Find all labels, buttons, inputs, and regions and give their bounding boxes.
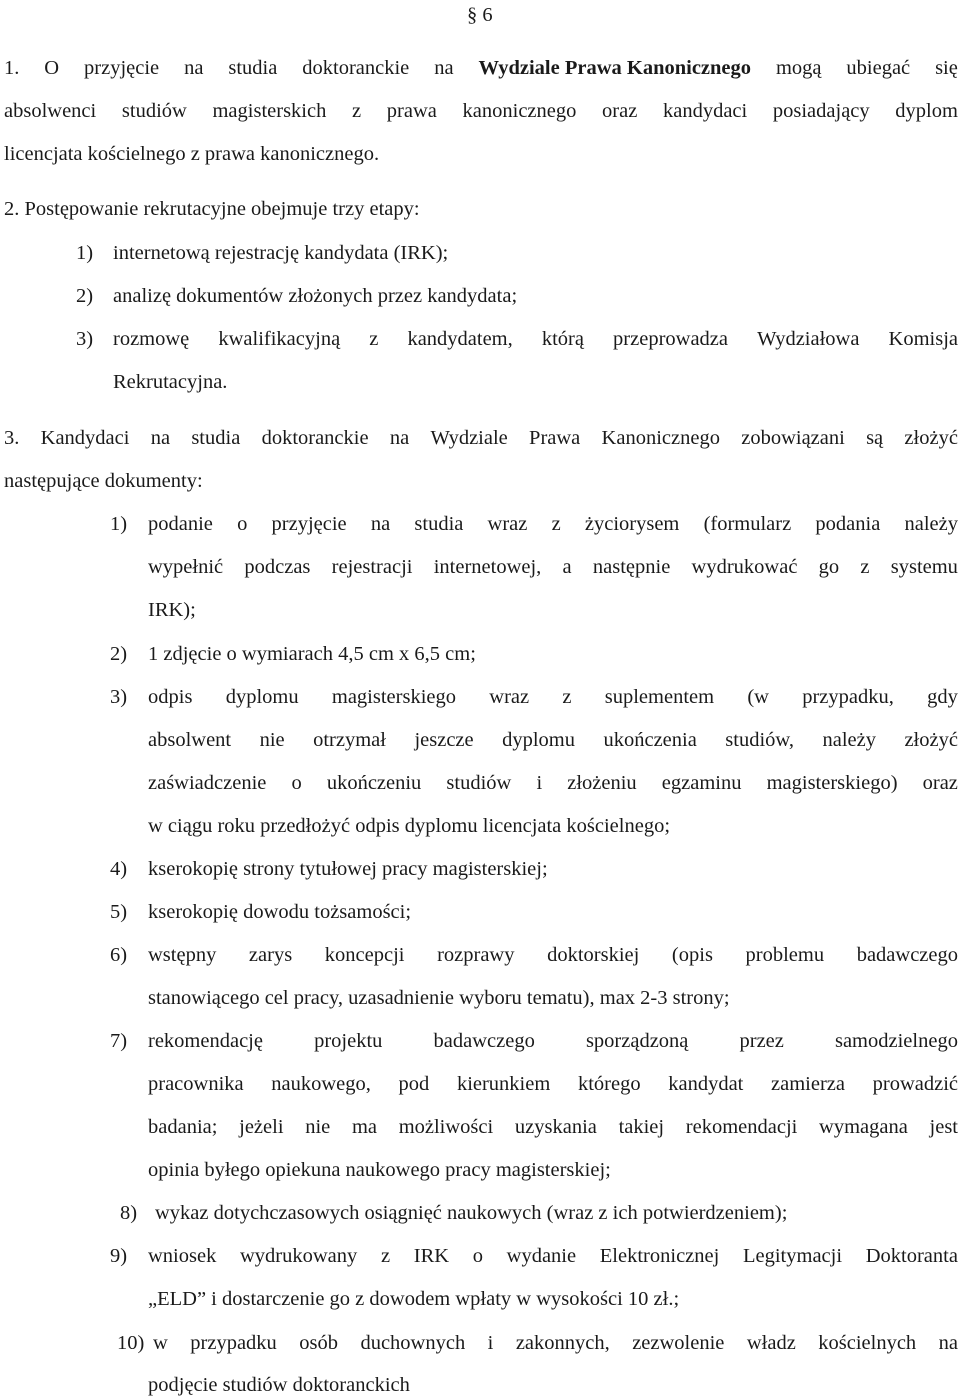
p3-item-9-line-1: wniosek wydrukowany z IRK o wydanie Elektronicznej Legitymacji Doktoranta [148,1245,958,1267]
p2-item-2-text: analizę dokumentów złożonych przez kandydata; [113,285,518,307]
p1-line-3: licencjata kościelnego z prawa kanonicznego. [4,143,380,165]
p3-item-6-num: 6) [110,944,128,966]
p3-item-8-num: 8) [120,1202,138,1224]
p2-item-3-num: 3) [76,328,94,350]
p2-item-3-line-2: Rekrutacyjna. [113,371,228,393]
p3-item-1-num: 1) [110,513,128,535]
section-mark: § 6 [467,4,493,26]
p3-intro-line-2: następujące dokumenty: [4,470,203,492]
p3-item-2-text: 1 zdjęcie o wymiarach 4,5 cm x 6,5 cm; [148,643,476,665]
p3-item-8-text: wykaz dotychczasowych osiągnięć naukowych (wraz z ich potwierdzeniem); [155,1202,788,1224]
p3-item-3-num: 3) [110,686,128,708]
p3-item-10-line-2: podjęcie studiów doktoranckich [148,1374,410,1396]
p3-item-3-line-3: zaświadczenie o ukończeniu studiów i złożeniu egzaminu magisterskiego) oraz [148,772,958,794]
p3-item-10-line-1: w przypadku osób duchownych i zakonnych, zezwolenie władz kościelnych na [153,1332,958,1354]
p2-item-1-num: 1) [76,242,94,264]
p1-line-1: 1. O przyjęcie na studia doktoranckie na Wydziale Prawa Kanonicznego mogą ubiegać się [4,57,958,79]
p3-item-7-line-3: badania; jeżeli nie ma możliwości uzyskania takiej rekomendacji wymagana jest [148,1116,958,1138]
p1-line-2: absolwenci studiów magisterskich z prawa kanonicznego oraz kandydaci posiadający dyplom [4,100,958,122]
p2-item-1-text: internetową rejestrację kandydata (IRK); [113,242,449,264]
p3-item-7-line-2: pracownika naukowego, pod kierunkiem którego kandydat zamierza prowadzić [148,1073,958,1095]
p3-item-1-line-1: podanie o przyjęcie na studia wraz z życiorysem (formularz podania należy [148,513,958,535]
p2-item-3-line-1: rozmowę kwalifikacyjną z kandydatem, którą przeprowadza Wydziałowa Komisja [113,328,958,350]
p3-item-2-num: 2) [110,643,128,665]
p3-item-1-line-2: wypełnić podczas rejestracji internetowej, a następnie wydrukować go z systemu [148,556,958,578]
p3-item-9-num: 9) [110,1245,128,1267]
p3-item-7-line-4: opinia byłego opiekuna naukowego pracy magisterskiej; [148,1159,611,1181]
p3-intro-line-1: 3. Kandydaci na studia doktoranckie na Wydziale Prawa Kanonicznego zobowiązani są złożyć [4,427,958,449]
p3-item-7-line-1: rekomendację projektu badawczego sporządzoną przez samodzielnego [148,1030,958,1052]
p3-item-3-line-1: odpis dyplomu magisterskiego wraz z suplementem (w przypadku, gdy [148,686,958,708]
p3-item-9-line-2: „ELD” i dostarczenie go z dowodem wpłaty w wysokości 10 zł.; [148,1288,680,1310]
p3-item-10-num: 10) [117,1332,145,1354]
p3-item-7-num: 7) [110,1030,128,1052]
p3-item-6-line-1: wstępny zarys koncepcji rozprawy doktorskiej (opis problemu badawczego [148,944,958,966]
p2-intro: 2. Postępowanie rekrutacyjne obejmuje trzy etapy: [4,198,420,220]
p3-item-5-text: kserokopię dowodu tożsamości; [148,901,412,923]
faculty-name: Wydziale Prawa Kanonicznego [478,57,752,79]
p2-item-2-num: 2) [76,285,94,307]
p3-item-4-num: 4) [110,858,128,880]
p3-item-3-line-4: w ciągu roku przedłożyć odpis dyplomu licencjata kościelnego; [148,815,671,837]
p3-item-3-line-2: absolwent nie otrzymał jeszcze dyplomu ukończenia studiów, należy złożyć [148,729,958,751]
p3-item-6-line-2: stanowiącego cel pracy, uzasadnienie wyboru tematu), max 2-3 strony; [148,987,730,1009]
p3-item-1-line-3: IRK); [148,599,196,621]
p3-item-5-num: 5) [110,901,128,923]
p3-item-4-text: kserokopię strony tytułowej pracy magisterskiej; [148,858,548,880]
